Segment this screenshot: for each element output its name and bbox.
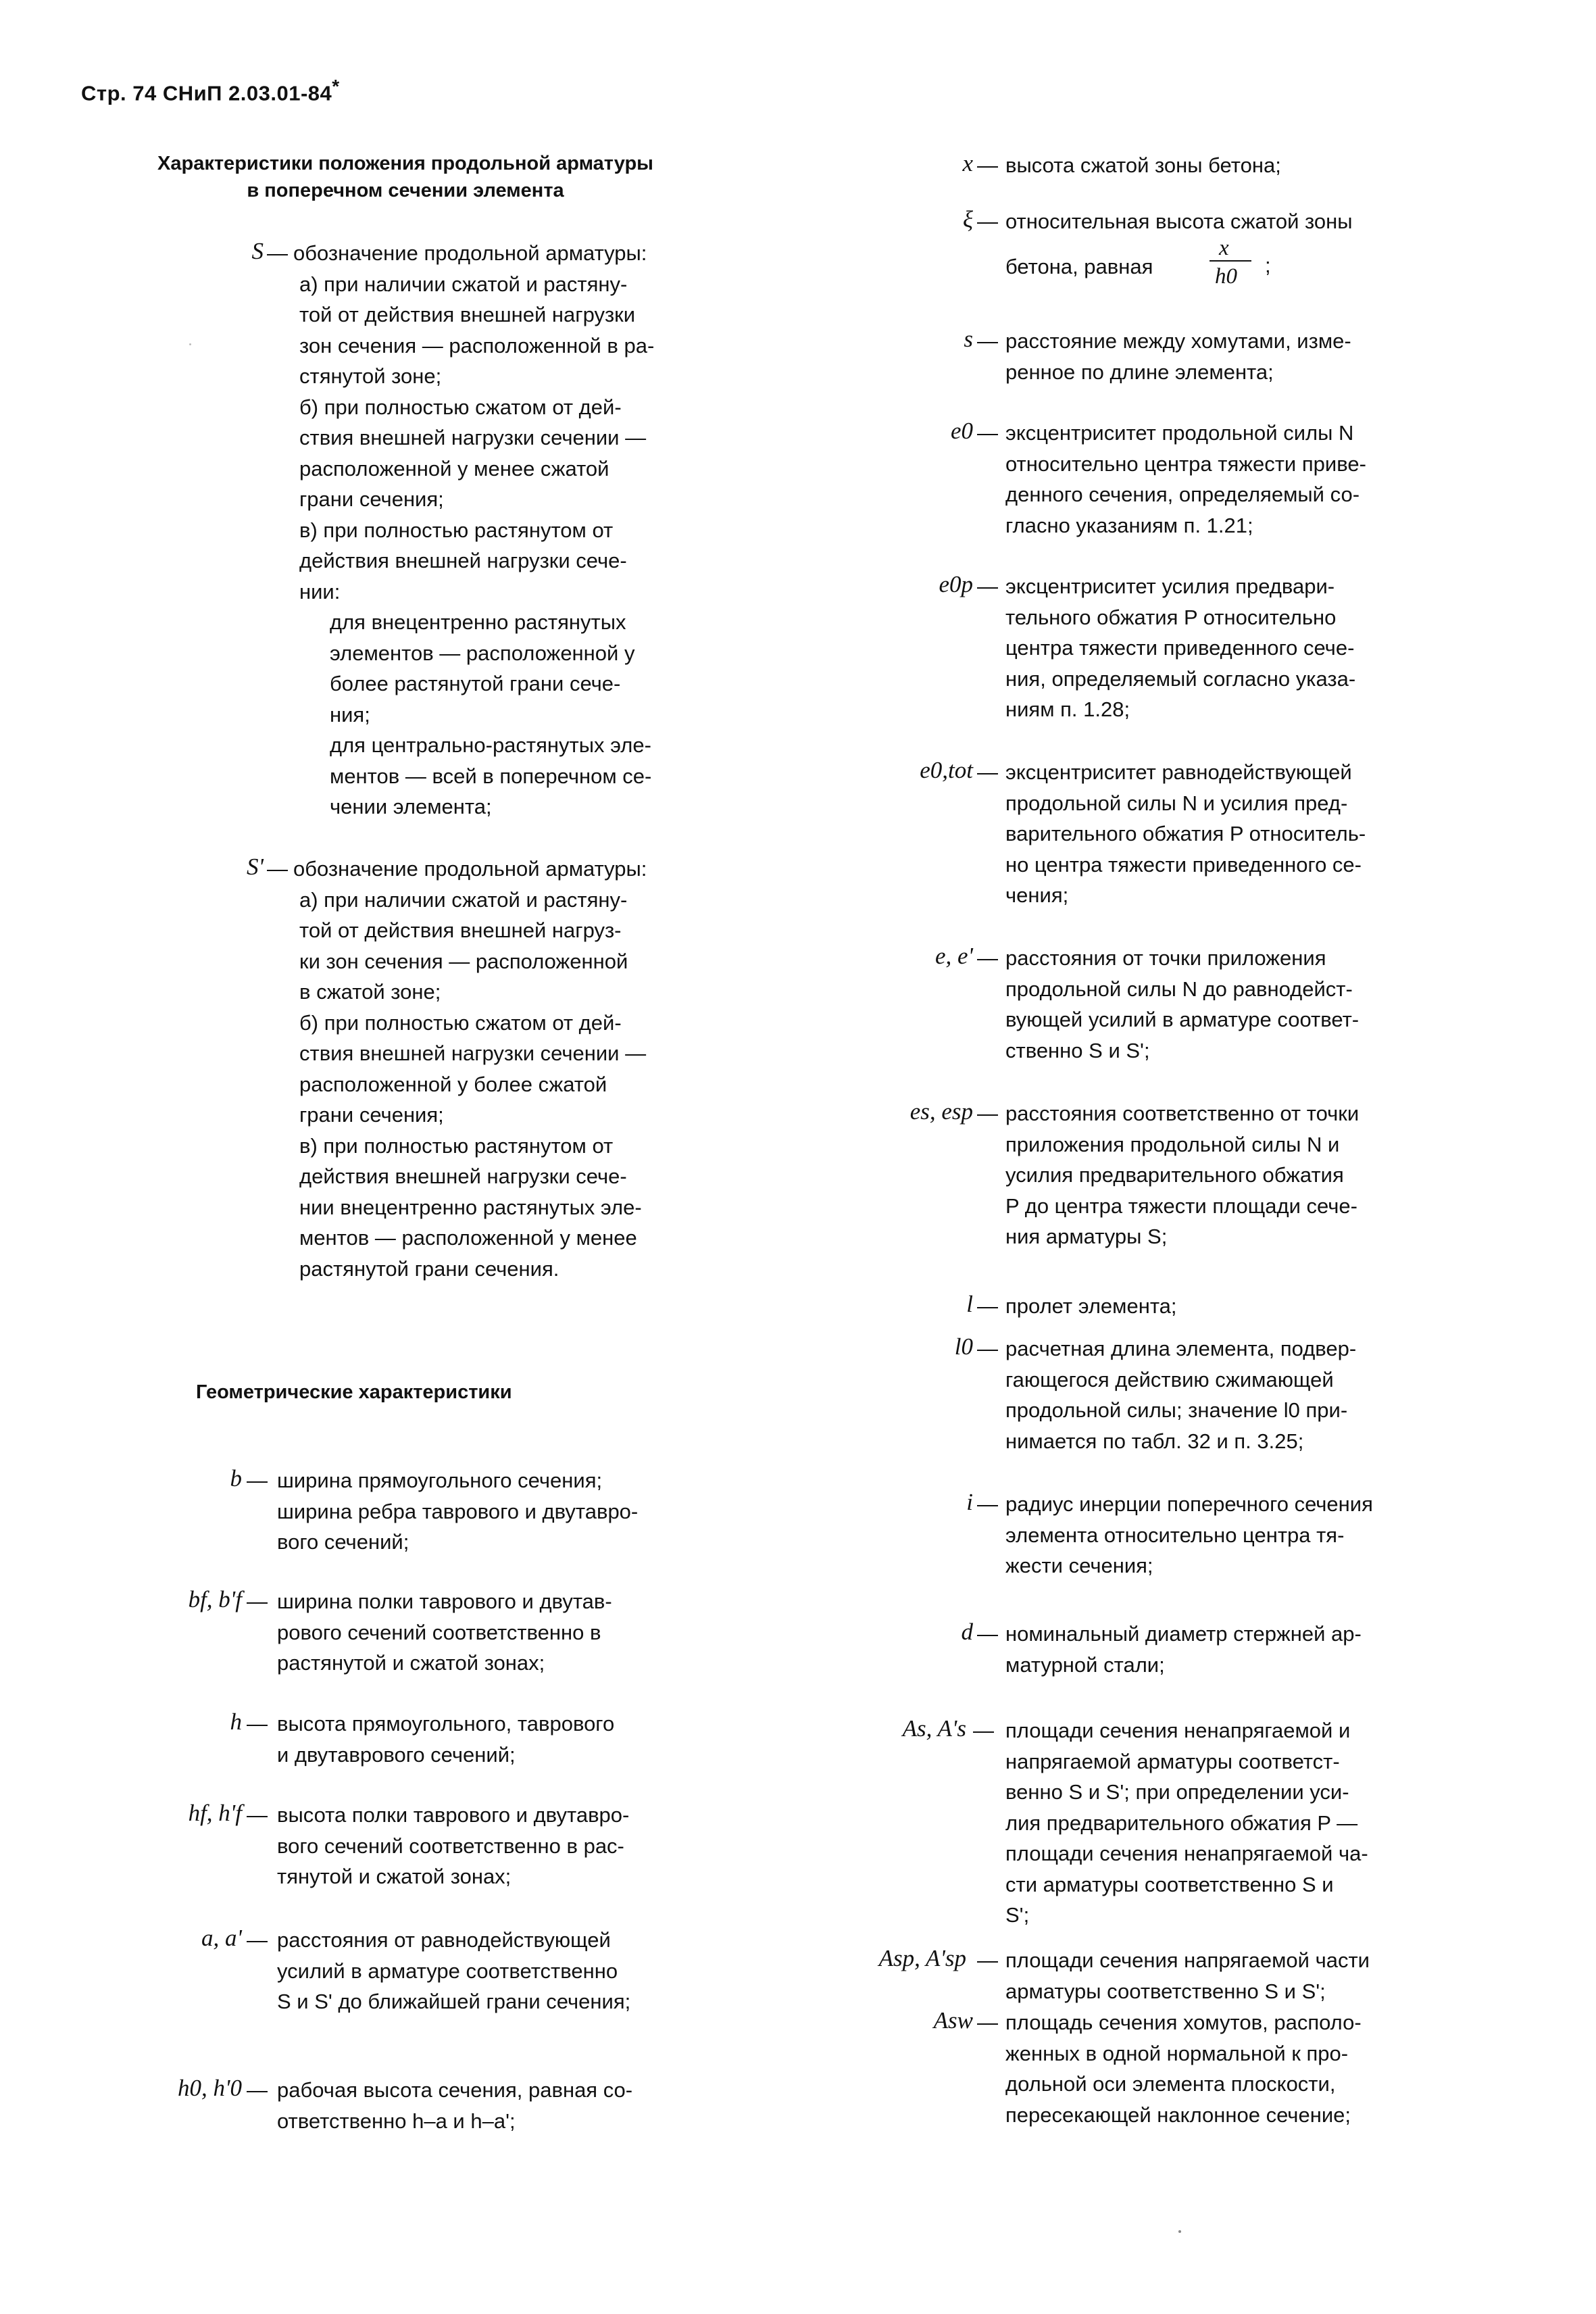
symbol: hf, h'f [188,1800,242,1826]
definition-text [1005,2007,1460,2130]
definition-line: вующей усилий в арматуре соответ- [1005,1008,1360,1031]
definition-line: нимается по табл. 32 и п. 3.25; [1005,1429,1304,1453]
definition-line: ширина полки таврового и двутав- [277,1590,612,1613]
definition-line: ширина ребра таврового и двутавро- [277,1499,639,1523]
section-heading-reinforcement [81,150,730,204]
definition-line: нии: [299,579,341,604]
dash: — [247,1712,268,1736]
dash: — [977,329,998,353]
definition-text [1005,1291,1460,1322]
symbol: i [966,1489,973,1515]
definition-text [1005,1333,1460,1456]
definition-line: женных в одной нормальной к про- [1005,2041,1349,2065]
dash: — [977,2011,998,2034]
symbol: s [964,326,973,352]
page-number: Стр. 74 СНиП 2.03.01-84 [81,81,332,105]
definition-line: грани сечения; [299,487,444,511]
definition-line: S и S' до ближайшей грани сечения; [277,1990,631,2013]
definition-text [277,1708,734,1770]
dash: — [247,1928,268,1952]
definition-line: площадь сечения хомутов, располо- [1005,2011,1362,2034]
definition-text [1005,251,1208,282]
definition-line: высота сжатой зоны бетона; [1005,153,1281,177]
definition-line: б) при полностью сжатом от дей- [299,395,622,419]
definition-line: площади сечения ненапрягаемой ча- [1005,1842,1368,1865]
scan-speck [1178,2230,1181,2233]
symbol: Asw [933,2007,973,2034]
definition-item-b [299,1008,732,1131]
definition-line: ки зон сечения — расположенной [299,949,628,973]
definition-line: в) при полностью растянутом от [299,1133,614,1158]
definition-line: продольной силы; значение l0 при- [1005,1398,1348,1422]
definition-text [277,1925,734,2017]
symbol: es, esp [909,1098,973,1125]
definition-line: усилий в арматуре соответственно [277,1959,618,1983]
definition-line: рового сечений соответственно в [277,1620,601,1644]
symbol: a, a' [201,1925,242,1951]
symbol: b [230,1465,242,1492]
scan-speck [189,343,191,345]
definition-line: более растянутой грани сече- [330,672,621,695]
definition-line: высота полки таврового и двутавро- [277,1803,630,1827]
definition-line: той от действия внешней нагруз- [299,918,622,942]
definition-line: центра тяжести приведенного сече- [1005,636,1355,660]
definition-item-c [299,515,732,608]
definition-line: ния арматуры S; [1005,1225,1168,1248]
definition-line: расстояние между хомутами, изме- [1005,329,1351,353]
definition-line: вого сечений соответственно в рас- [277,1833,624,1858]
heading-line: в поперечном сечении элемента [247,180,564,201]
dash: — [247,1803,268,1827]
definition-line: но центра тяжести приведенного се- [1005,852,1362,877]
definition-subitem-2 [330,730,732,822]
definition-line: площади сечения ненапрягаемой и [1005,1719,1351,1742]
definition-line: действия внешней нагрузки сече- [299,1164,627,1188]
definition-line: варительного обжатия P относитель- [1005,822,1366,845]
dash: — [247,1590,268,1613]
definition-text [277,1465,734,1558]
dash: — [247,1469,268,1492]
dash: — [977,153,998,177]
definition-line: эксцентриситет продольной силы N [1005,421,1354,445]
symbol: S [251,238,264,264]
dash: — [977,574,998,598]
definition-text [1005,1715,1460,1931]
definition-line: жести сечения; [1005,1554,1153,1577]
section-heading-geometry: Геометрические характеристики [196,1381,512,1403]
symbol: l [966,1291,973,1317]
page-header [81,76,340,105]
definition-line: элементов — расположенной у [330,641,635,665]
definition-item-c [299,1131,732,1285]
dash: — [267,857,288,881]
definition-line: продольной силы N до равнодейст- [1005,977,1353,1001]
definition-subitem-1 [330,607,732,730]
definition-line: чении элемента; [330,795,492,818]
definition-item-a [299,269,732,392]
definition-text [277,2075,734,2136]
definition-line: растянутой грани сечения. [299,1256,559,1281]
definition-line: ния; [330,702,370,727]
symbol: As, A's [902,1715,966,1742]
heading-line: Характеристики положения продольной арматуры [157,153,653,174]
dash: — [977,421,998,445]
symbol: S' [247,854,264,880]
definition-line: матурной стали; [1005,1652,1165,1677]
definition-line: вого сечений; [277,1530,409,1554]
definition-line: ствия внешней нагрузки сечении — [299,1041,647,1065]
definition-line: площади сечения напрягаемой части [1005,1948,1370,1972]
definition-line: обозначение продольной арматуры: [293,857,647,881]
definition-line: ответственно h–a и h–a'; [277,2109,516,2133]
dash: — [977,1948,998,1972]
definition-line: S'; [1005,1903,1030,1927]
definition-line: чения; [1005,883,1069,907]
dash: — [267,241,288,265]
dash: — [977,1622,998,1646]
definition-line: обозначение продольной арматуры: [293,241,647,265]
definition-text [1005,150,1460,181]
definition-line: эксцентриситет усилия предвари- [1005,574,1335,598]
definition-text [1005,1619,1460,1680]
definition-text [1005,418,1460,541]
definition-line: расположенной у более сжатой [299,1072,607,1096]
symbol: d [961,1619,973,1645]
definition-text [293,238,732,269]
symbol: bf, b'f [188,1586,242,1613]
definition-line: расстояния от равнодействующей [277,1928,611,1952]
definition-text [1005,1098,1460,1252]
dash: — [977,1337,998,1360]
definition-text [1005,206,1460,237]
definition-line: номинальный диаметр стержней ар- [1005,1622,1362,1646]
definition-line: растянутой и сжатой зонах; [277,1651,545,1675]
definition-item-b [299,392,732,515]
definition-line: тельного обжатия P относительно [1005,605,1337,629]
fraction-x-over-h0 [1210,233,1257,294]
definition-line: эксцентриситет равнодействующей [1005,760,1352,784]
definition-line: гласно указаниям п. 1.21; [1005,513,1253,537]
dash: — [977,760,998,784]
definition-line: напрягаемой арматуры соответст- [1005,1749,1340,1773]
definition-text [1005,757,1460,911]
dash: — [977,1102,998,1125]
definition-line: радиус инерции поперечного сечения [1005,1492,1373,1516]
definition-text [277,1586,734,1679]
symbol: l0 [954,1333,973,1360]
definition-line: грани сечения; [299,1103,444,1127]
definition-line: сти арматуры соответственно S и [1005,1872,1334,1896]
definition-line: действия внешней нагрузки сече- [299,549,627,572]
definition-line: венно S и S'; при определении уси- [1005,1780,1349,1804]
definition-line: дольной оси элемента плоскости, [1005,2072,1336,2096]
definition-text [1005,1489,1460,1581]
definition-line: а) при наличии сжатой и растяну- [299,272,628,296]
definition-item-a [299,885,732,1008]
definition-line: ниям п. 1.28; [1005,697,1130,721]
definition-line: ментов — расположенной у менее [299,1226,637,1250]
definition-line: пересекающей наклонное сечение; [1005,2102,1351,2127]
definition-line: приложения продольной силы N и [1005,1132,1340,1156]
definition-line: для внецентренно растянутых [330,610,626,634]
definition-text [1005,571,1460,725]
definition-line: расстояния соответственно от точки [1005,1102,1360,1125]
symbol: e0,tot [920,757,973,783]
dash: — [977,210,998,233]
definition-line: для центрально-растянутых эле- [330,733,651,757]
symbol: e, e' [934,943,973,969]
definition-line: ствия внешней нагрузки сечении — [299,426,647,449]
symbol: e0p [939,571,973,597]
definition-line: пролет элемента; [1005,1294,1177,1318]
definition-line: тянутой и сжатой зонах; [277,1865,512,1888]
dash: — [977,1492,998,1516]
definition-line: ширина прямоугольного сечения; [277,1469,603,1492]
dash: — [247,2078,268,2102]
definition-text [1005,1945,1460,2007]
symbol: h0, h'0 [178,2075,242,2101]
definition-line: ментов — всей в поперечном се- [330,764,652,788]
symbol: ξ [963,206,973,232]
definition-line: б) при полностью сжатом от дей- [299,1010,622,1035]
definition-line: зон сечения — расположенной в ра- [299,333,655,358]
symbol: e0 [950,418,973,444]
symbol: Asp, A'sp [878,1945,966,1971]
definition-line: бетона, равная [1005,255,1153,278]
definition-line: ственно S и S'; [1005,1038,1150,1062]
definition-line: усилия предварительного обжатия [1005,1163,1344,1187]
fraction-numerator: x [1219,236,1229,260]
definition-line: расстояния от точки приложения [1005,946,1326,970]
dash: — [977,1294,998,1318]
definition-text [1005,943,1460,1066]
definition-line: в сжатой зоне; [299,980,441,1004]
definition-line: нии внецентренно растянутых эле- [299,1195,642,1219]
definition-text [277,1800,734,1892]
dash: — [973,1719,994,1742]
dash: — [977,946,998,970]
definition-text [293,854,732,885]
definition-text: ; [1265,253,1271,277]
definition-line: расположенной у менее сжатой [299,456,609,481]
definition-line: рабочая высота сечения, равная со- [277,2078,633,2102]
definition-line: ренное по длине элемента; [1005,360,1274,384]
definition-line: продольной силы N и усилия пред- [1005,791,1348,815]
definition-line: лия предварительного обжатия P — [1005,1811,1358,1835]
definition-line: ния, определяемый согласно указа- [1005,666,1356,691]
definition-line: стянутой зоне; [299,364,442,388]
definition-line: и двутаврового сечений; [277,1742,516,1767]
definition-text [1005,326,1460,387]
definition-line: арматуры соответственно S и S'; [1005,1979,1326,2003]
definition-line: относительно центра тяжести приве- [1005,451,1366,476]
definition-line: относительная высота сжатой зоны [1005,210,1353,233]
fraction-denominator: h0 [1215,264,1237,289]
definition-line: в) при полностью растянутом от [299,518,614,542]
definition-line: денного сечения, определяемый со- [1005,483,1360,506]
definition-line: высота прямоугольного, таврового [277,1712,615,1736]
symbol: x [962,150,973,176]
definition-line: расчетная длина элемента, подвер- [1005,1337,1357,1360]
revision-star: * [332,76,340,97]
symbol: h [230,1708,242,1735]
definition-line: гающегося действию сжимающей [1005,1367,1334,1392]
definition-line: а) при наличии сжатой и растяну- [299,887,628,912]
definition-line: P до центра тяжести площади сече- [1005,1193,1357,1218]
definition-line: той от действия внешней нагрузки [299,303,636,326]
definition-line: элемента относительно центра тя- [1005,1523,1345,1547]
